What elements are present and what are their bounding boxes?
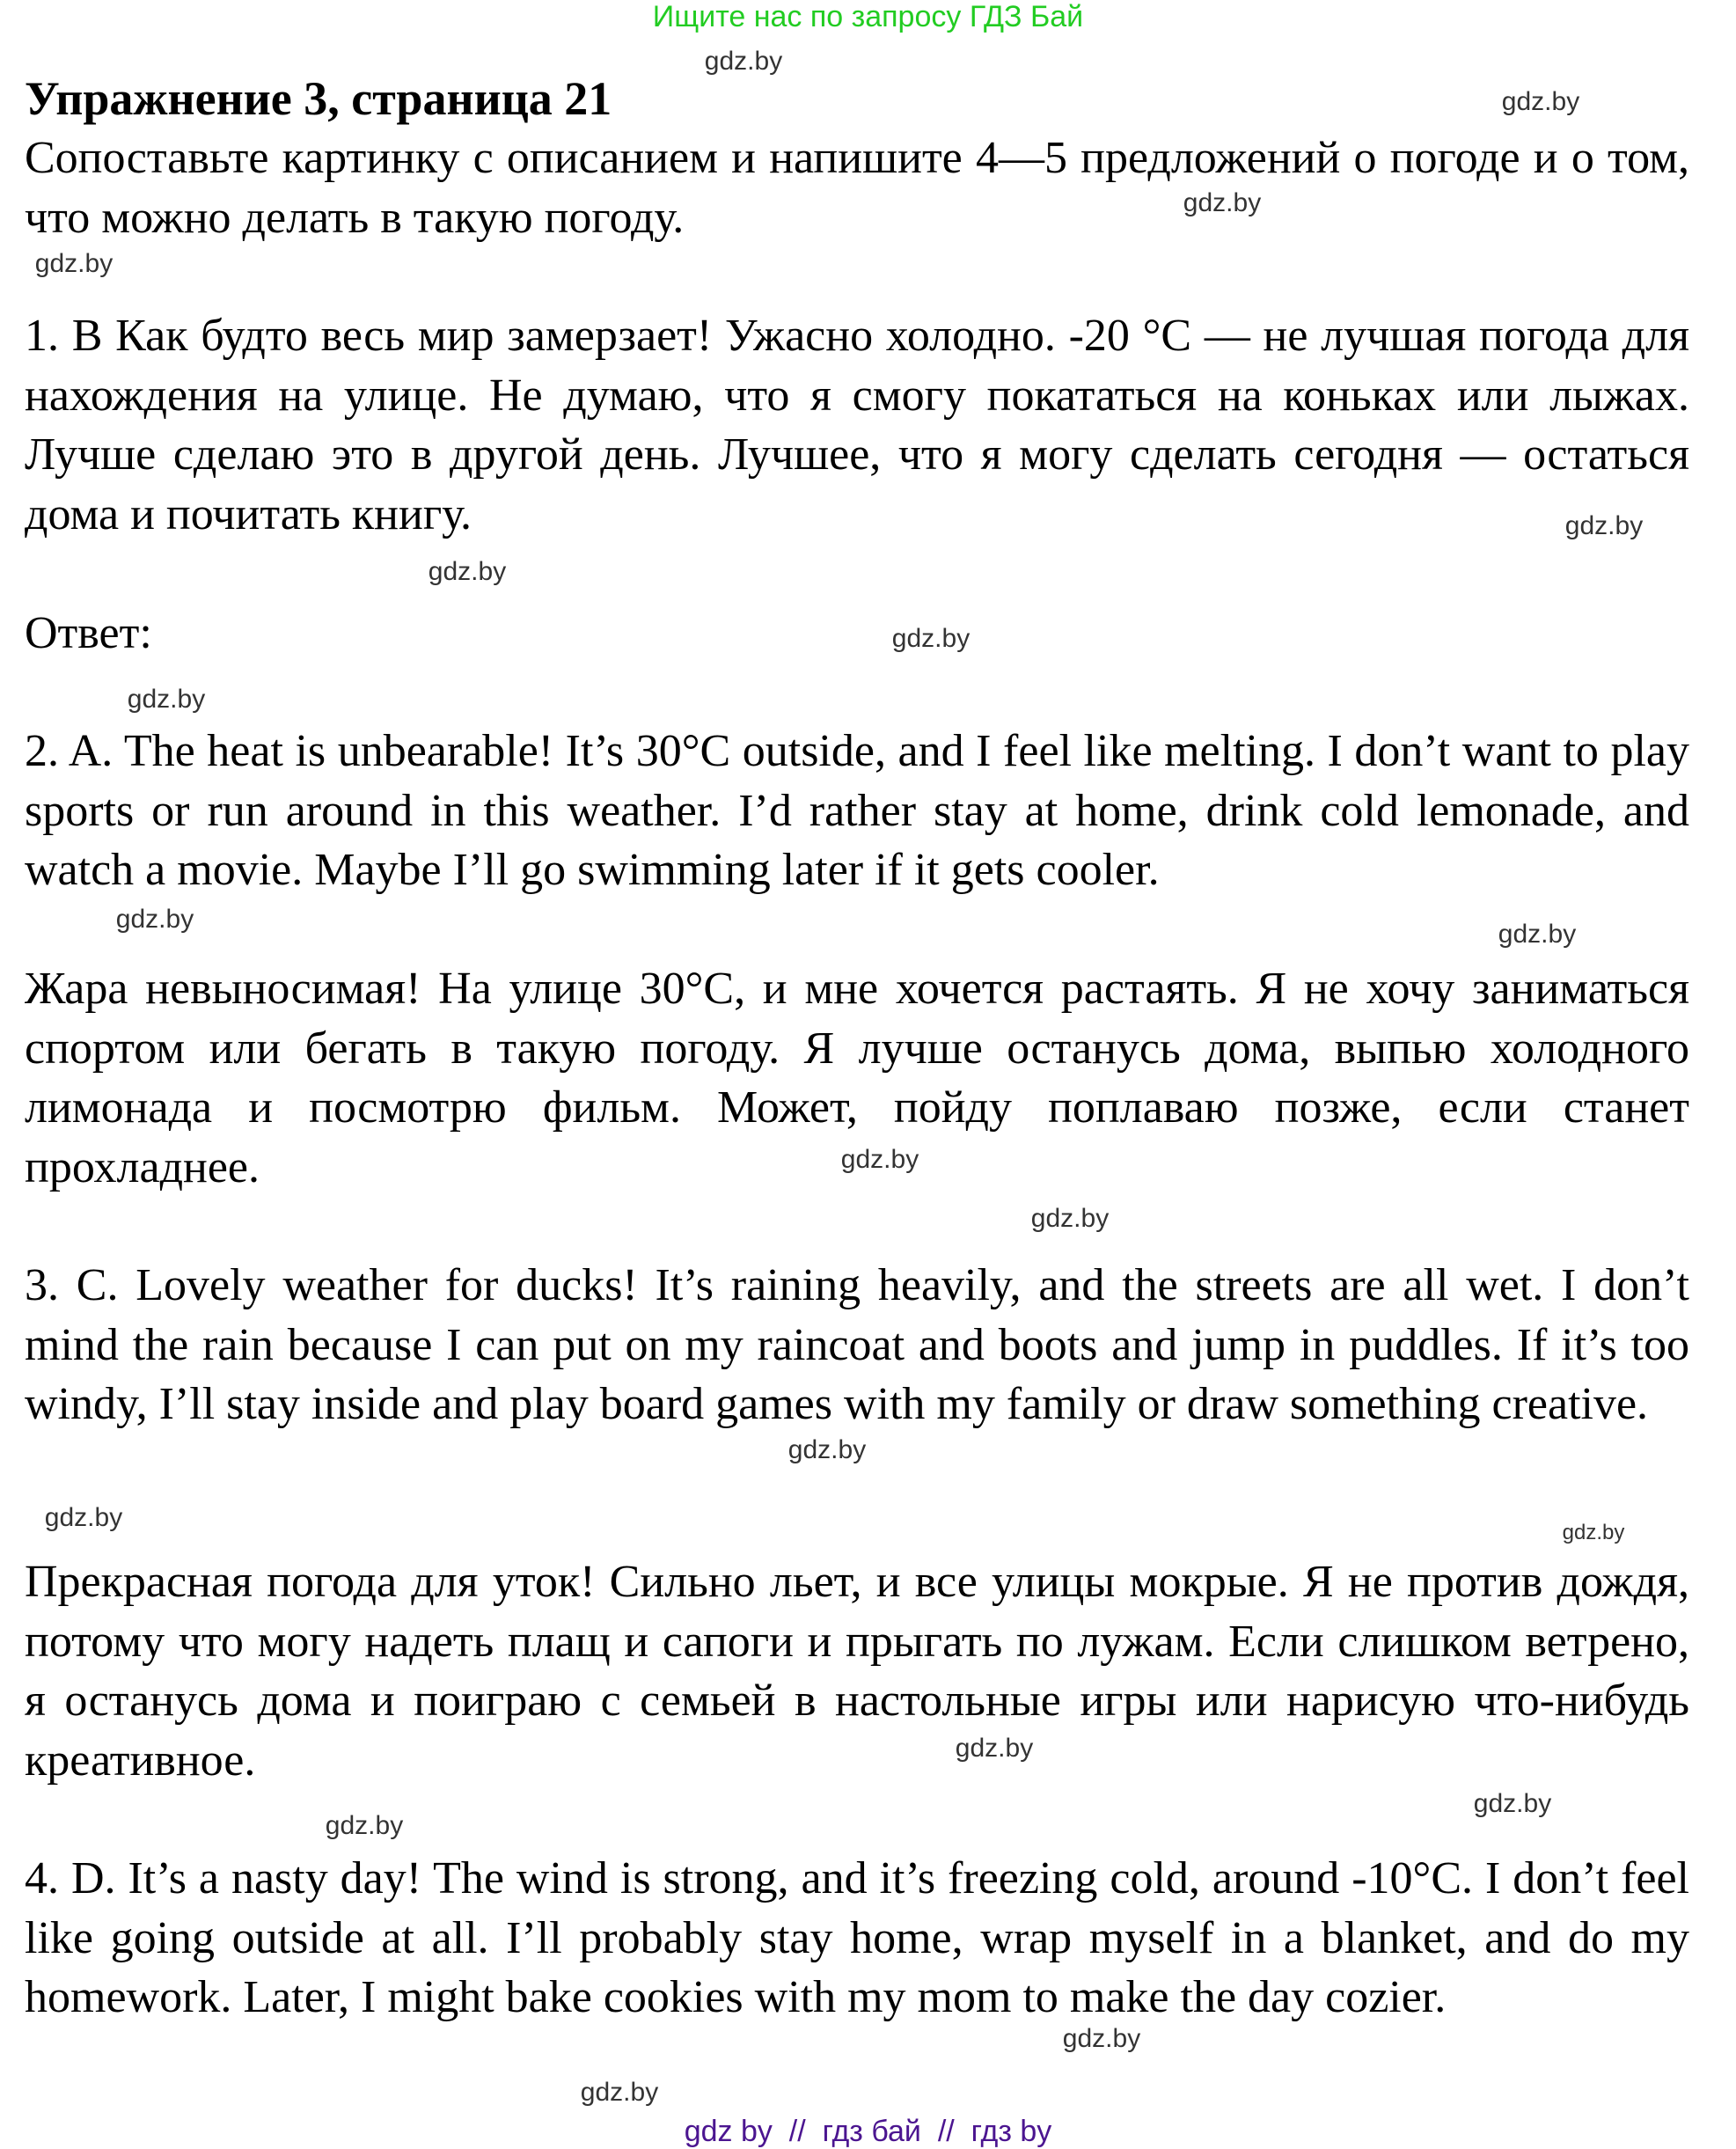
top-banner: Ищите нас по запросу ГДЗ Бай	[652, 0, 1084, 33]
answer-paragraph-3-en: 3. C. Lovely weather for ducks! It’s raining heavily, and the streets are all wet. I don’t mind the rain because I can put on my raincoat and boots and jump in puddles. If it’s too windy, I’ll stay inside and play board games with my family or draw something creative.	[25, 1260, 1689, 1429]
watermark: gdz.by	[787, 1435, 867, 1464]
watermark: gdz.by	[580, 2078, 659, 2107]
watermark: gdz.by	[44, 1503, 123, 1532]
watermark: gdz.by	[34, 249, 114, 278]
watermark: gdz.by	[704, 47, 783, 76]
answer-label: Ответ:	[25, 608, 152, 658]
watermark: gdz.by	[428, 557, 507, 586]
watermark: gdz.by	[1062, 2024, 1141, 2053]
watermark: gdz.by	[891, 624, 971, 653]
watermark: gdz.by	[127, 685, 206, 714]
watermark: gdz.by	[1183, 188, 1262, 217]
answer-paragraph-2-en: 2. A. The heat is unbearable! It’s 30°C outside, and I feel like melting. I don’t want to play sports or run around in this weather. I’d rather stay at home, drink cold lemonade, and watch a movie. Maybe I’ll go swimming later if it gets cooler.	[25, 726, 1689, 895]
watermark: gdz.by	[1564, 511, 1644, 540]
watermark: gdz.by	[1030, 1204, 1110, 1233]
watermark: gdz.by	[1498, 920, 1577, 949]
instruction-text: Сопоставьте картинку с описанием и напишите 4—5 предложений о погоде и о том, что можно делать в такую погоду.	[25, 133, 1689, 243]
watermark: gdz.by	[325, 1811, 404, 1840]
watermark: gdz.by	[955, 1734, 1034, 1763]
watermark: gdz.by	[115, 905, 194, 934]
answer-paragraph-1: 1. B Как будто весь мир замерзает! Ужасно холодно. -20 °C — не лучшая погода для нахождения на улице. Не думаю, что я смогу покататься на коньках или лыжах. Лучше сделаю это в другой день. Лучшее, что я могу сделать сегодня — остаться дома и почитать книгу.	[25, 311, 1689, 539]
watermark: gdz.by	[1501, 87, 1580, 116]
watermark: gdz.by	[840, 1145, 919, 1174]
page-title: Упражнение 3, страница 21	[25, 72, 612, 125]
answer-paragraph-3-ru: Прекрасная погода для уток! Сильно льет, и все улицы мокрые. Я не против дождя, потому что могу надеть плащ и сапоги и прыгать по лужам. Если слишком ветрено, я останусь дома и поиграю с семьей в настольные игры или нарисую что-нибудь креативное.	[25, 1557, 1689, 1786]
watermark: gdz.by	[1473, 1789, 1552, 1818]
footer-links: gdz by // гдз бай // гдз by	[684, 2115, 1052, 2148]
answer-paragraph-2-ru: Жара невыносимая! На улице 30°C, и мне хочется растаять. Я не хочу заниматься спортом или бегать в такую погоду. Я лучше останусь дома, выпью холодного лимонада и посмотрю фильм. Может, пойду поплаваю позже, если станет прохладнее.	[25, 964, 1689, 1192]
watermark: gdz.by	[1562, 1521, 1625, 1544]
answer-paragraph-4-en: 4. D. It’s a nasty day! The wind is strong, and it’s freezing cold, around -10°C. I don’t feel like going outside at all. I’ll probably stay home, wrap myself in a blanket, and do my homework. Later, I might bake cookies with my mom to make the day cozier.	[25, 1853, 1689, 2022]
